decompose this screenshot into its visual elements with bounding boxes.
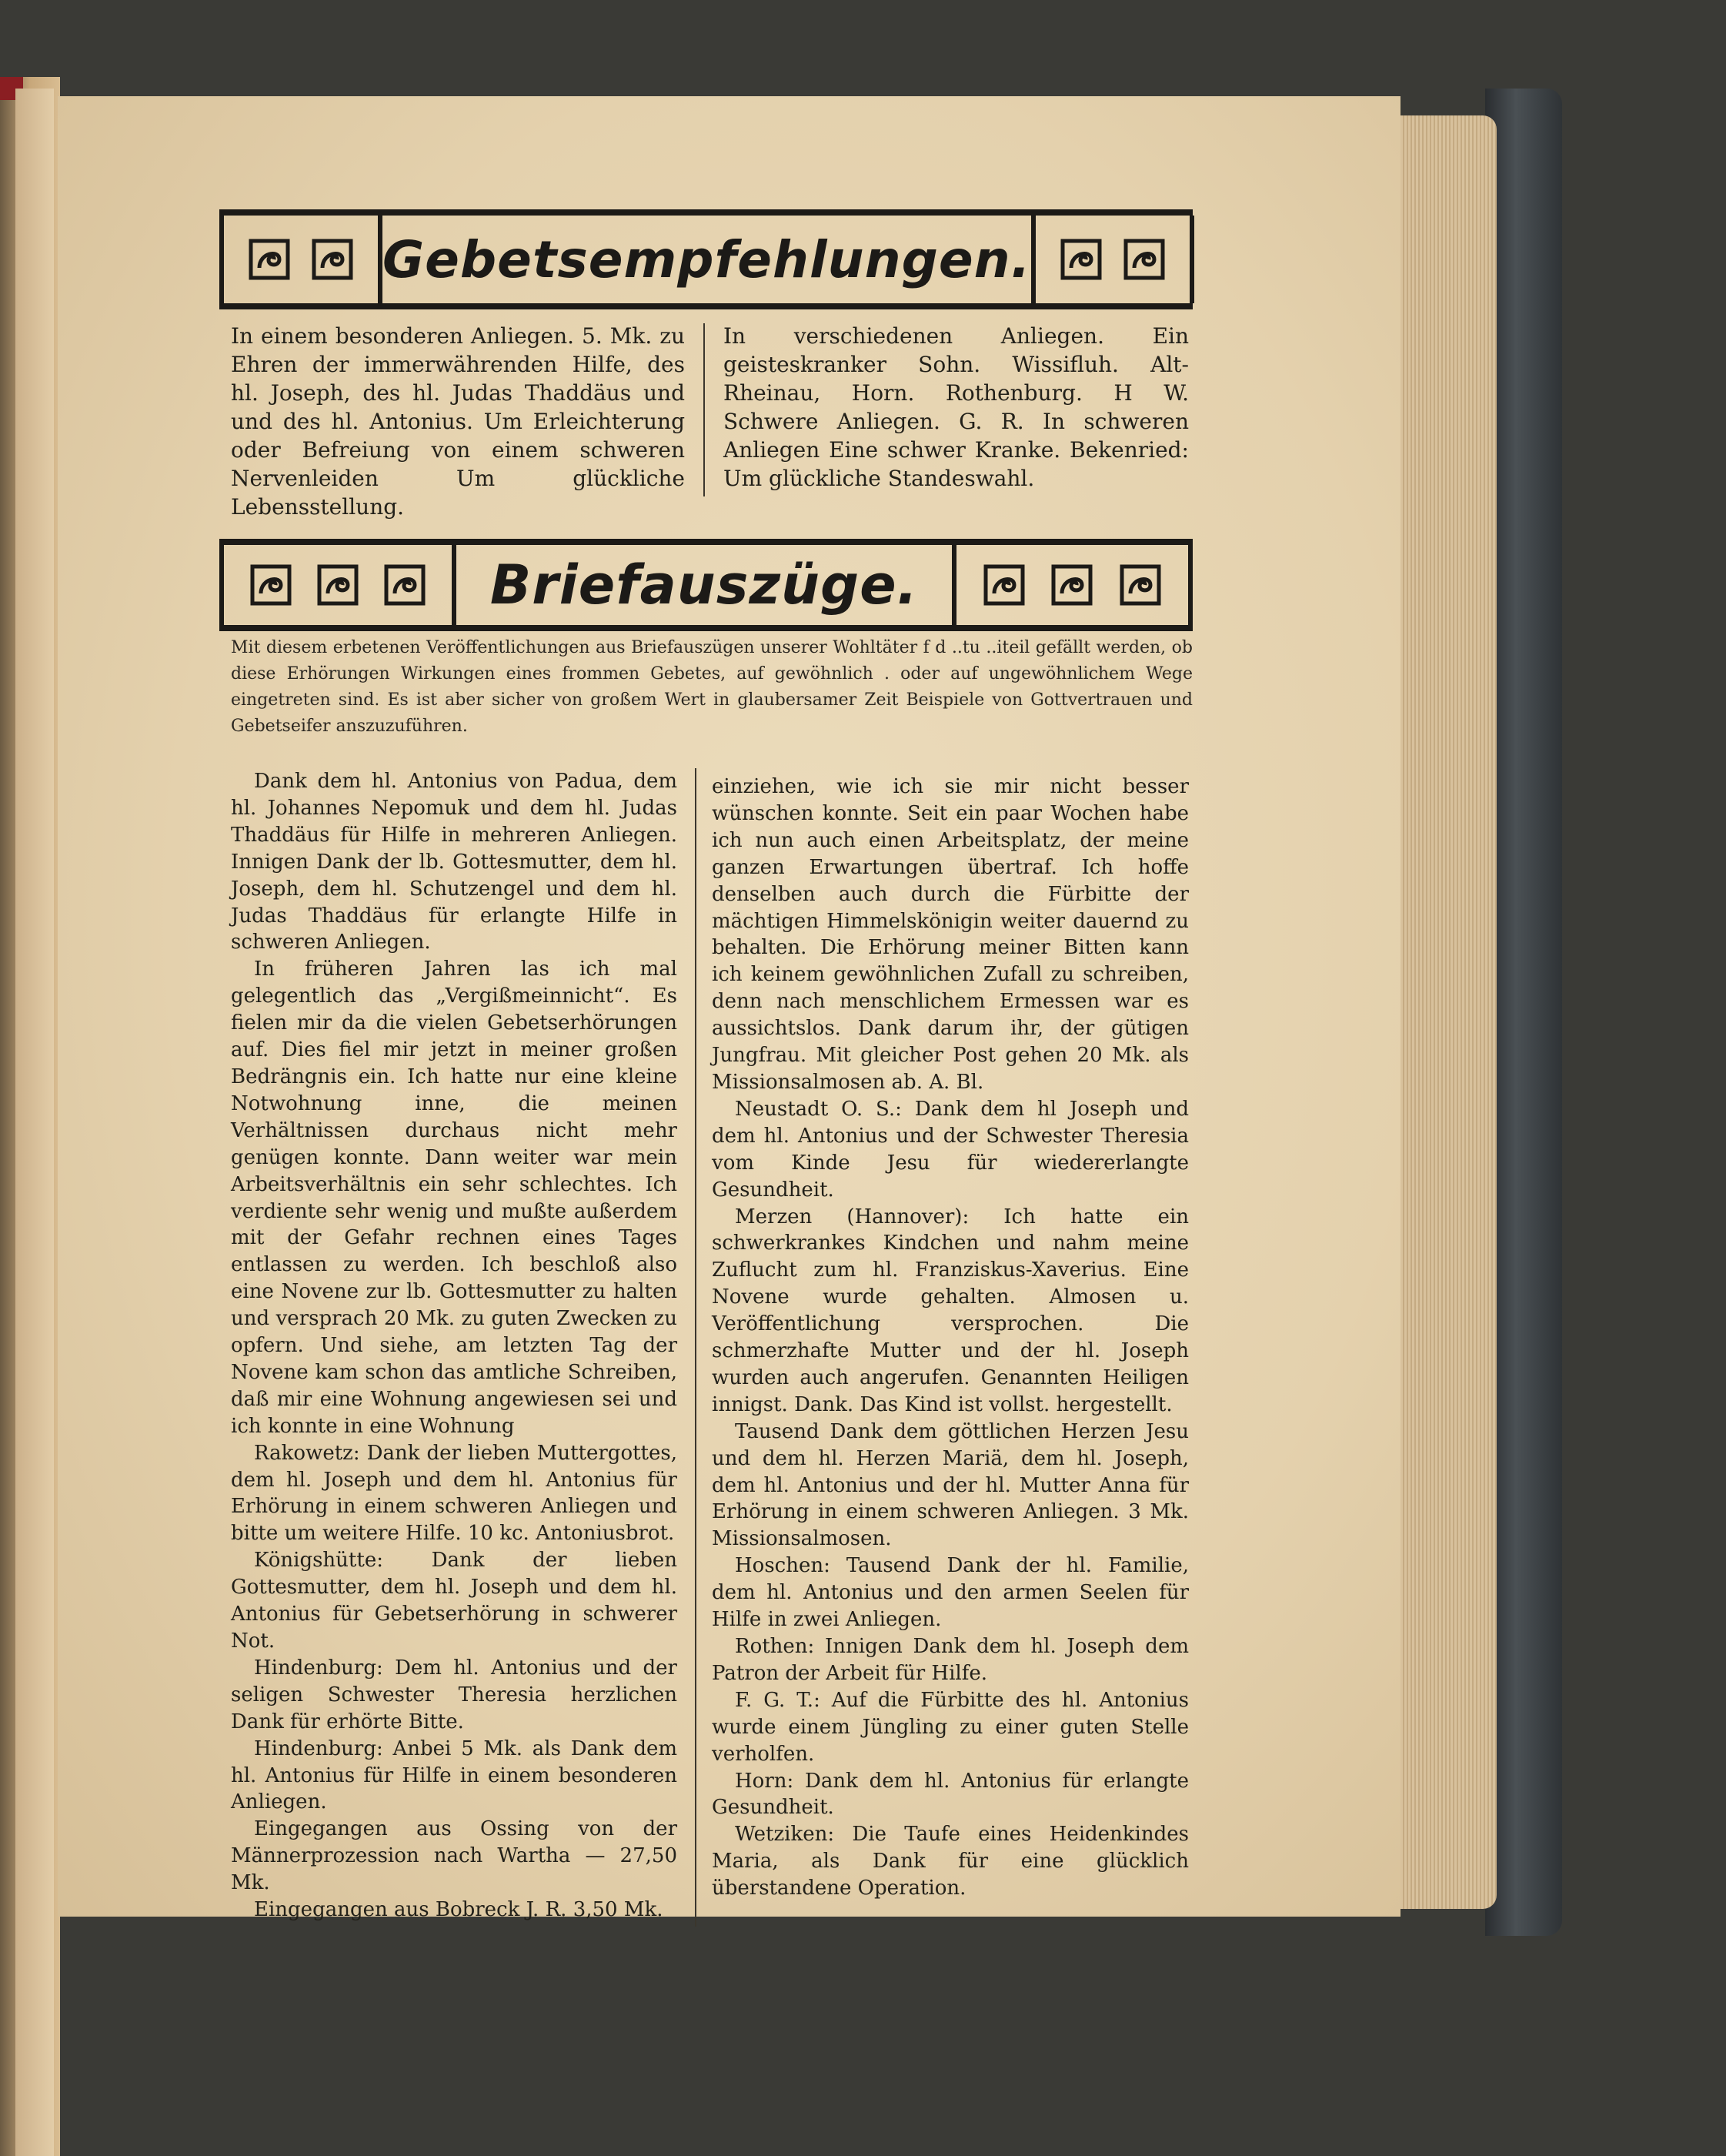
paragraph: Rakowetz: Dank der lieben Muttergottes, dem hl. Joseph und dem hl. Antonius für Erhörung in einem schweren Anliegen und bitte um weitere Hilfe. 10 kc. Antoniusbrot. bbox=[231, 1441, 677, 1546]
paragraph: In verschiedenen Anliegen. Ein geisteskranker Sohn. Wissifluh. Alt-Rheinau, Horn. Rothenburg. H W. Schwere Anliegen. G. R. In schweren Anliegen Eine schwer Kranke. Bekenried: Um glückliche Standeswahl. bbox=[723, 323, 1189, 491]
paragraph: Hindenburg: Dem hl. Antonius und der seligen Schwester Theresia herzlichen Dank für erhörte Bitte. bbox=[231, 1656, 677, 1733]
briefauszuege-right-column bbox=[712, 774, 1189, 1902]
ornament-box-right bbox=[956, 545, 1193, 625]
ornament-icon bbox=[312, 239, 353, 280]
briefauszuege-intro: Mit diesem erbetenen Veröffentlichungen aus Briefauszügen unserer Wohltäter f d ..tu ..iteil gefällt werden, ob diese Erhörungen Wirkungen eines frommen Gebetes, auf gewöhnlich . oder auf ungewöhnlichem Wege eingetreten sind. Es ist aber sicher von großem Wert in glaubersamer Zeit Beispiele von Gottvertrauen und Gebetseifer anszuzuführen. bbox=[231, 638, 1193, 736]
ornament-icon bbox=[317, 564, 359, 606]
banner-gebetsempfehlungen bbox=[219, 209, 1193, 309]
column-divider bbox=[695, 768, 696, 1927]
banner-briefauszuege bbox=[219, 539, 1193, 631]
ornament-icon bbox=[1120, 564, 1161, 606]
ornament-icon bbox=[250, 564, 292, 606]
ornament-icon bbox=[384, 564, 426, 606]
paragraph: Rothen: Innigen Dank dem hl. Joseph dem Patron der Arbeit für Hilfe. bbox=[712, 1635, 1189, 1685]
ornament-icon bbox=[1123, 239, 1165, 280]
ornament-box-right bbox=[1036, 216, 1194, 303]
banner-title-box bbox=[456, 545, 956, 625]
ornament-box-left bbox=[219, 545, 456, 625]
gebetsempfehlungen-right-column bbox=[723, 322, 1189, 493]
ornament-icon bbox=[249, 239, 290, 280]
gebetsempfehlungen-left-column bbox=[231, 322, 685, 521]
paragraph: Eingegangen aus Bobreck J. R. 3,50 Mk. bbox=[254, 1898, 663, 1922]
section-title: Gebetsempfehlungen. bbox=[382, 229, 1031, 289]
paragraph: Wetziken: Die Taufe eines Heidenkindes Maria, als Dank für eine glücklich überstandene Operation. bbox=[712, 1823, 1189, 1900]
paragraph: Dank dem hl. Antonius von Padua, dem hl. Johannes Nepomuk und dem hl. Judas Thaddäus für Hilfe in mehreren Anliegen. Innigen Dank der lb. Gottesmutter, dem hl. Joseph, dem hl. Schutzengel und dem hl. Judas Thaddäus für erlangte Hilfe in schweren Anliegen. bbox=[231, 770, 677, 954]
section-title: Briefauszüge. bbox=[489, 553, 919, 617]
book-cover-right bbox=[1485, 89, 1562, 1936]
paragraph: Königshütte: Dank der lieben Gottesmutter, dem hl. Joseph und dem hl. Antonius für Gebetserhörung in schwerer Not. bbox=[231, 1549, 677, 1653]
paragraph: Hindenburg: Anbei 5 Mk. als Dank dem hl. Antonius für Hilfe in einem besonderen Anliegen. bbox=[231, 1736, 677, 1814]
paragraph: Hoschen: Tausend Dank der hl. Familie, dem hl. Antonius und den armen Seelen für Hilfe in zwei Anliegen. bbox=[712, 1554, 1189, 1632]
ornament-icon bbox=[1060, 239, 1102, 280]
paragraph: Eingegangen aus Ossing von der Männerprozession nach Wartha — 27,50 Mk. bbox=[231, 1817, 677, 1895]
column-divider bbox=[703, 323, 705, 496]
paragraph: In früheren Jahren las ich mal gelegentlich das „Vergißmeinnicht“. Es fielen mir da die vielen Gebetserhörungen auf. Dies fiel mir jetzt in meiner großen Bedrängnis ein. Ich hatte nur eine kleine Notwohnung inne, die meinen Verhältnissen durchaus nicht mehr genügen konnte. Dann weiter war mein Arbeitsverhältnis ein sehr schlechtes. Ich verdiente sehr wenig und mußte außerdem mit der Gefahr rechnen eines Tages entlassen zu werden. Ich beschloß also eine Novene zur lb. Gottesmutter zu halten und versprach 20 Mk. zu guten Zwecken zu opfern. Und siehe, am letzten Tag der Novene kam schon das amtliche Schreiben, daß mir eine Wohnung angewiesen sei und ich konnte in eine Wohnung bbox=[231, 958, 677, 1438]
banner-title-box bbox=[382, 216, 1036, 303]
ornament-icon bbox=[1051, 564, 1093, 606]
page-stack-edges bbox=[1397, 115, 1497, 1909]
ornament-icon bbox=[983, 564, 1025, 606]
paragraph: Tausend Dank dem göttlichen Herzen Jesu und dem hl. Herzen Mariä, dem hl. Joseph, dem hl. Antonius und der hl. Mutter Anna für Erhörung in einem schweren Anliegen. 3 Mk. Missionsalmosen. bbox=[712, 1419, 1189, 1551]
paragraph: Neustadt O. S.: Dank dem hl Joseph und dem hl. Antonius und der Schwester Theresia vom Kinde Jesu für wiedererlangte Gesundheit. bbox=[712, 1097, 1189, 1202]
paragraph: F. G. T.: Auf die Fürbitte des hl. Antonius wurde einem Jüngling zu einer guten Stelle verholfen. bbox=[712, 1688, 1189, 1766]
paragraph: In einem besonderen Anliegen. 5. Mk. zu Ehren der immerwährenden Hilfe, des hl. Joseph, des hl. Judas Thaddäus und und des hl. Antonius. Um Erleichterung oder Befreiung von einem schweren Nervenleiden Um glückliche Lebensstellung. bbox=[231, 323, 685, 520]
previous-page-edge bbox=[15, 89, 54, 2156]
briefauszuege-left-column bbox=[231, 768, 677, 1924]
paragraph: Merzen (Hannover): Ich hatte ein schwerkrankes Kindchen und nahm meine Zuflucht zum hl. Franziskus-Xaverius. Eine Novene wurde gehalten. Almosen u. Veröffentlichung versprochen. Die schmerzhafte Mutter und der hl. Joseph wurden auch angerufen. Genannten Heiligen innigst. Dank. Das Kind ist vollst. hergestellt. bbox=[712, 1205, 1189, 1416]
ornament-box-left bbox=[219, 216, 382, 303]
paragraph: einziehen, wie ich sie mir nicht besser wünschen konnte. Seit ein paar Wochen habe ich nun auch einen Arbeitsplatz, der meine ganzen Erwartungen übertraf. Ich hoffe denselben auch durch die Fürbitte der mächtigen Himmelskönigin weiter dauernd zu behalten. Die Erhörung meiner Bitten kann ich keinem gewöhnlichen Zufall zu schreiben, denn nach menschlichem Ermessen war es aussichtslos. Dank darum ihr, der gütigen Jungfrau. Mit gleicher Post gehen 20 Mk. als Missionsalmosen ab. A. Bl. bbox=[712, 775, 1189, 1094]
paragraph: Horn: Dank dem hl. Antonius für erlangte Gesundheit. bbox=[712, 1769, 1189, 1820]
